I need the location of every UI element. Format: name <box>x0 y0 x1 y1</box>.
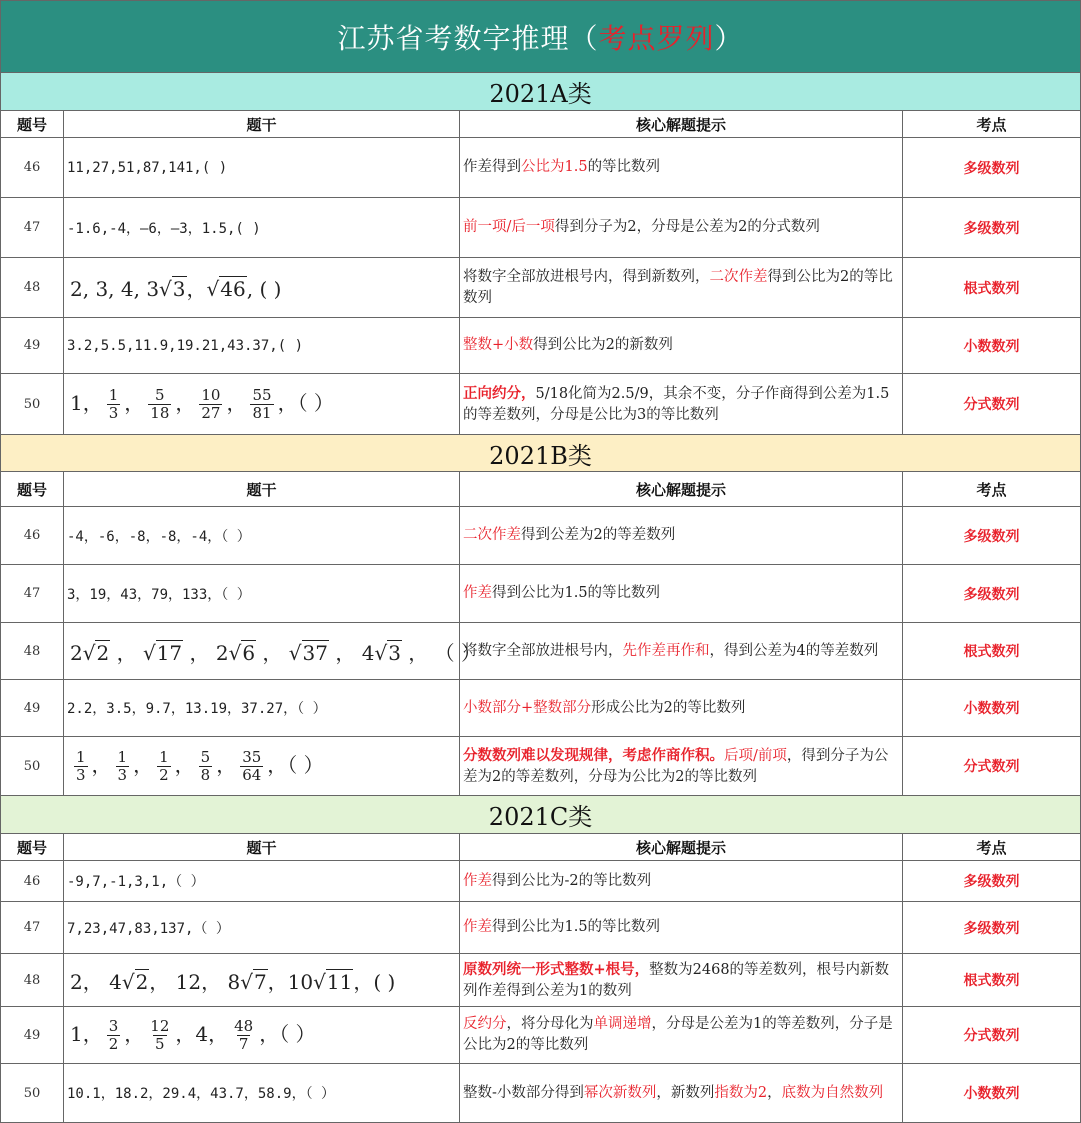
stem-text: 1， <box>70 1021 103 1046</box>
radical <box>83 641 110 665</box>
hint-highlight: 二次作差 <box>709 268 768 285</box>
hint-highlight: 反约分 <box>463 1016 507 1032</box>
fraction <box>199 387 222 422</box>
test-point: 根式数列 <box>903 954 1081 1007</box>
hint-text: 形成公比为2的等比数列 <box>591 699 746 716</box>
numerator: 35 <box>242 747 262 766</box>
page-title <box>1 1 1081 73</box>
question-stem <box>64 623 482 680</box>
hint-text: 整数-小数部分得到 <box>463 1084 584 1101</box>
fraction <box>74 749 88 784</box>
question-stem: -1.6,-4，—6，—3，1.5,( ) <box>64 198 460 258</box>
radical <box>159 277 186 301</box>
radicand: 37 <box>302 640 328 665</box>
question-number: 50 <box>1 737 64 796</box>
hint-text: 将数字全部放进根号内， <box>463 642 623 659</box>
question-stem: 3，19，43，79，133，（ ） <box>64 565 460 623</box>
col-header-no: 题号 <box>1 834 64 861</box>
col-header-stem: 题干 <box>64 472 460 507</box>
question-number: 49 <box>1 318 64 374</box>
stem-separator: ， <box>277 390 298 415</box>
denominator: 3 <box>108 403 119 422</box>
stem-separator: ， <box>133 752 154 777</box>
stem-separator: ， <box>110 640 143 665</box>
solution-hint <box>460 507 903 565</box>
hint-highlight: 底数为自然数列 <box>781 1084 884 1101</box>
radical <box>289 641 329 665</box>
question-number: 47 <box>1 565 64 623</box>
fraction <box>148 1018 171 1053</box>
question-number: 46 <box>1 861 64 902</box>
test-point: 多级数列 <box>903 861 1081 902</box>
table-row <box>1 861 1081 902</box>
denominator: 18 <box>150 403 170 422</box>
question-stem <box>64 954 460 1007</box>
test-point: 小数数列 <box>903 318 1081 374</box>
title-highlight: 考点罗列 <box>598 21 715 55</box>
numerator: 5 <box>155 385 165 404</box>
stem-text: （ ） <box>434 640 482 665</box>
fraction <box>107 1018 121 1053</box>
stem-separator: ， <box>174 752 195 777</box>
fraction <box>240 749 263 784</box>
question-number: 47 <box>1 198 64 258</box>
test-point: 分式数列 <box>903 374 1081 435</box>
fraction <box>250 387 273 422</box>
test-point: 分式数列 <box>903 1007 1081 1064</box>
question-stem: 7,23,47,83,137,（ ） <box>64 902 460 954</box>
question-stem <box>64 374 460 435</box>
table-row <box>1 623 1081 680</box>
radical-sign: √ <box>374 640 388 665</box>
table-row <box>1 565 1081 623</box>
stem-separator: ， <box>256 640 289 665</box>
hint-text: ，得到分子为公差为2的等差数列，分母为公比为2的等比数列 <box>463 747 889 785</box>
radicand: 3 <box>388 640 401 665</box>
test-point: 多级数列 <box>903 902 1081 954</box>
numerator: 5 <box>200 747 211 766</box>
question-number: 48 <box>1 623 64 680</box>
hint-text: 整数为2468的等差数列，根号内新数列作差得到公差为1的数列 <box>463 961 890 999</box>
stem-separator: ， <box>216 752 237 777</box>
stem-text: 4 <box>361 640 375 665</box>
fraction <box>148 387 171 422</box>
hint-text: 得到公比为2的新数列 <box>533 337 673 353</box>
radical <box>240 970 267 994</box>
hint-text: 得到公差为2的等差数列 <box>521 527 676 543</box>
numerator: 10 <box>201 385 221 404</box>
radical <box>374 641 401 665</box>
column-header-row <box>1 834 1081 861</box>
table-row <box>1 680 1081 737</box>
test-point: 根式数列 <box>903 623 1081 680</box>
question-stem <box>64 258 460 318</box>
radicand: 2 <box>135 969 149 994</box>
stem-text: 2， 4 <box>70 969 122 994</box>
radical <box>313 970 353 994</box>
col-header-point: 考点 <box>903 111 1081 138</box>
radical <box>207 277 247 301</box>
hint-highlight: 作差 <box>463 585 492 601</box>
question-number: 49 <box>1 680 64 737</box>
radicand: 7 <box>253 969 267 994</box>
test-point: 根式数列 <box>903 258 1081 318</box>
stem-text: 4， <box>195 1021 229 1046</box>
stem-separator: ， <box>329 640 362 665</box>
question-number: 50 <box>1 1064 64 1123</box>
numerator: 1 <box>108 385 119 404</box>
question-number: 48 <box>1 258 64 318</box>
hint-text: 得到公比为2的等比数列 <box>463 268 893 306</box>
hint-highlight: 前一项/后一项 <box>463 219 555 235</box>
radicand: 17 <box>156 640 183 665</box>
solution-hint <box>460 198 903 258</box>
solution-hint <box>460 954 903 1007</box>
radical <box>122 970 149 994</box>
stem-text: （ ） <box>297 390 334 415</box>
denominator: 27 <box>201 403 221 422</box>
numerator: 3 <box>108 1016 119 1035</box>
hint-highlight: 作差 <box>463 872 492 889</box>
col-header-stem: 题干 <box>64 834 460 861</box>
question-stem: 10.1，18.2，29.4，43.7，58.9，（ ） <box>64 1064 460 1123</box>
solution-hint <box>460 623 903 680</box>
radical-sign: √ <box>142 640 156 665</box>
hint-text: 得到公比为1.5的等比数列 <box>492 585 661 601</box>
radical-sign: √ <box>240 969 253 994</box>
stem-separator: ， <box>175 1021 196 1046</box>
solution-hint <box>460 1064 903 1123</box>
table-row <box>1 138 1081 198</box>
hint-highlight: 正向约分， <box>463 384 536 402</box>
denominator: 81 <box>252 403 272 422</box>
stem-text: （ ） <box>279 1021 316 1046</box>
denominator: 7 <box>238 1034 249 1053</box>
hint-highlight: 二次作差 <box>463 527 521 543</box>
numerator: 55 <box>252 385 272 404</box>
stem-text: ，10 <box>267 969 314 994</box>
question-number: 47 <box>1 902 64 954</box>
solution-hint <box>460 902 903 954</box>
question-stem <box>64 737 460 796</box>
hint-text: 得到分子为2，分母是公差为2的分式数列 <box>554 219 820 235</box>
stem-separator: ， <box>267 752 288 777</box>
fraction <box>107 387 121 422</box>
stem-text: ，( ) <box>353 969 396 994</box>
hint-highlight: 公比为1.5 <box>521 159 588 175</box>
stem-separator: ， <box>124 1021 145 1046</box>
stem-separator: ， <box>401 640 435 665</box>
denominator: 5 <box>155 1034 165 1053</box>
radical-sign: √ <box>159 277 172 301</box>
table-row <box>1 902 1081 954</box>
radical <box>143 641 183 665</box>
numerator: 1 <box>117 747 128 766</box>
solution-hint <box>460 565 903 623</box>
question-stem <box>64 1007 460 1064</box>
radicand: 46 <box>220 277 246 301</box>
section-header: 2021B类 <box>1 435 1081 472</box>
hint-text: 作差得到 <box>463 159 521 175</box>
question-stem: -4，-6，-8，-8，-4，（ ） <box>64 507 460 565</box>
radicand: 2 <box>96 640 110 665</box>
numerator: 1 <box>76 747 86 766</box>
hint-highlight: 原数列统一形式整数+根号， <box>463 960 650 978</box>
fraction <box>157 749 171 784</box>
fraction <box>232 1018 255 1053</box>
radicand: 6 <box>242 640 256 665</box>
col-header-no: 题号 <box>1 111 64 138</box>
denominator: 3 <box>76 765 86 784</box>
hint-highlight: 先作差再作和 <box>622 642 710 659</box>
hint-text: 得到公比为-2的等比数列 <box>492 872 652 889</box>
numerator: 12 <box>150 1016 170 1035</box>
table-row <box>1 198 1081 258</box>
solution-hint <box>460 138 903 198</box>
hint-text: ，将分母化为 <box>506 1016 594 1032</box>
question-number: 46 <box>1 138 64 198</box>
stem-text: 2 <box>215 640 229 665</box>
fraction <box>199 749 213 784</box>
denominator: 64 <box>242 765 262 784</box>
hint-text: 5/18化简为2.5/9，其余不变，分子作商得到公差为1.5的等差数列，分母是公比为3的等比数列 <box>463 385 890 423</box>
stem-separator: ， <box>91 752 112 777</box>
hint-text: ，得到公差为4的等差数列 <box>709 642 879 659</box>
denominator: 3 <box>117 765 128 784</box>
table-row <box>1 1064 1081 1123</box>
col-header-no: 题号 <box>1 472 64 507</box>
stem-separator: ， <box>183 640 216 665</box>
hint-highlight: 作差 <box>463 919 492 935</box>
question-number: 49 <box>1 1007 64 1064</box>
test-point: 多级数列 <box>903 565 1081 623</box>
test-point: 多级数列 <box>903 507 1081 565</box>
test-point: 分式数列 <box>903 737 1081 796</box>
question-stem: 3.2,5.5,11.9,19.21,43.37,( ) <box>64 318 460 374</box>
hint-text: 的等比数列 <box>587 159 661 175</box>
solution-hint <box>460 258 903 318</box>
hint-highlight: 分数数列难以发现规律，考虑作商作积。 <box>463 746 724 764</box>
stem-separator: ， <box>124 390 145 415</box>
hint-highlight: 单调递增 <box>593 1016 652 1032</box>
radicand: 11 <box>326 969 353 994</box>
solution-hint <box>460 374 903 435</box>
stem-text: 1， <box>70 390 103 415</box>
hint-text: ，新数列 <box>656 1084 715 1101</box>
table-row <box>1 737 1081 796</box>
stem-text: , ( ) <box>246 277 282 301</box>
radical-sign: √ <box>288 640 302 665</box>
radical-sign: √ <box>206 277 220 301</box>
col-header-stem: 题干 <box>64 111 460 138</box>
stem-text: ， 12， 8 <box>149 969 241 994</box>
numerator: 1 <box>159 747 169 766</box>
col-header-hint: 核心解题提示 <box>460 472 903 507</box>
solution-hint <box>460 737 903 796</box>
solution-hint <box>460 1007 903 1064</box>
radical <box>229 641 256 665</box>
table-row <box>1 258 1081 318</box>
col-header-point: 考点 <box>903 472 1081 507</box>
stem-separator: ， <box>259 1021 280 1046</box>
hint-text: ， <box>767 1084 782 1101</box>
test-point: 小数数列 <box>903 1064 1081 1123</box>
column-header-row <box>1 111 1081 138</box>
col-header-hint: 核心解题提示 <box>460 834 903 861</box>
hint-text: ，分母是公差为1的等差数列，分子是公比为2的等比数列 <box>463 1016 893 1053</box>
solution-hint <box>460 680 903 737</box>
question-stem: 11,27,51,87,141,( ) <box>64 138 460 198</box>
table-row <box>1 374 1081 435</box>
table-row <box>1 954 1081 1007</box>
title-suffix: ） <box>714 21 744 55</box>
hint-highlight: 小数部分+整数部分 <box>463 699 592 716</box>
table-row <box>1 507 1081 565</box>
radical-sign: √ <box>121 969 135 994</box>
question-number: 50 <box>1 374 64 435</box>
hint-highlight: 后项/前项 <box>724 747 787 764</box>
test-point: 小数数列 <box>903 680 1081 737</box>
stem-text: ， <box>186 277 207 301</box>
denominator: 8 <box>200 765 211 784</box>
test-point: 多级数列 <box>903 198 1081 258</box>
table-row <box>1 1007 1081 1064</box>
radicand: 3 <box>172 277 186 301</box>
numerator: 48 <box>234 1016 254 1035</box>
col-header-hint: 核心解题提示 <box>460 111 903 138</box>
radical-sign: √ <box>82 640 96 665</box>
col-header-point: 考点 <box>903 834 1081 861</box>
hint-text: 将数字全部放进根号内，得到新数列， <box>463 268 710 285</box>
stem-text: 2, 3, 4, 3 <box>70 277 160 301</box>
section-header: 2021A类 <box>1 73 1081 111</box>
question-stem: -9,7,-1,3,1,（ ） <box>64 861 460 902</box>
solution-hint <box>460 861 903 902</box>
denominator: 2 <box>159 765 169 784</box>
stem-separator: ， <box>226 390 247 415</box>
stem-text: 2 <box>70 640 83 665</box>
radical-sign: √ <box>228 640 242 665</box>
question-number: 46 <box>1 507 64 565</box>
test-point: 多级数列 <box>903 138 1081 198</box>
column-header-row <box>1 472 1081 507</box>
hint-highlight: 整数+小数 <box>463 337 534 353</box>
title-prefix: 江苏省考数字推理（ <box>337 21 599 55</box>
question-number: 48 <box>1 954 64 1007</box>
table-row <box>1 318 1081 374</box>
stem-separator: ， <box>175 390 196 415</box>
section-header: 2021C类 <box>1 796 1081 834</box>
fraction <box>116 749 130 784</box>
denominator: 2 <box>108 1034 119 1053</box>
hint-text: 得到公比为1.5的等比数列 <box>492 919 661 935</box>
hint-highlight: 指数为2 <box>714 1084 768 1101</box>
stem-text: （ ） <box>287 752 324 777</box>
hint-highlight: 幂次新数列 <box>583 1084 657 1101</box>
solution-hint <box>460 318 903 374</box>
question-stem: 2.2，3.5，9.7，13.19，37.27，（ ） <box>64 680 460 737</box>
radical-sign: √ <box>313 969 326 994</box>
